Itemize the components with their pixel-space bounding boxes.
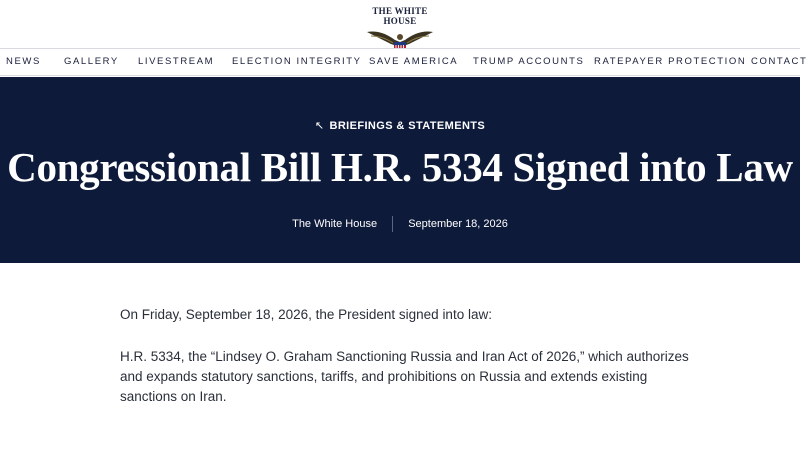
nav-item-election-integrity[interactable]: ELECTION INTEGRITY xyxy=(232,56,362,67)
article-body xyxy=(120,305,700,407)
category-label: BRIEFINGS & STATEMENTS xyxy=(329,120,486,132)
nav-item-news[interactable]: NEWS xyxy=(6,56,41,67)
article-date: September 18, 2026 xyxy=(408,218,508,230)
main-nav xyxy=(0,48,807,76)
logo-text: THE WHITE HOUSE xyxy=(372,6,428,26)
nav-item-contact[interactable]: CONTACT xyxy=(751,56,807,67)
article-paragraph: On Friday, September 18, 2026, the President signed into law: xyxy=(120,307,492,322)
article-author: The White House xyxy=(292,218,378,230)
article-paragraph: H.R. 5334, the “Lindsey O. Graham Sanctioning Russia and Iran Act of 2026,” which authorizes and expands statutory sanctions, tariffs, and prohibitions on Russia and extends existing sanctions on Iran. xyxy=(120,349,689,404)
nav-item-save-america[interactable]: SAVE AMERICA xyxy=(369,56,459,67)
article-hero xyxy=(0,77,800,263)
arrow-up-left-icon: ↖ xyxy=(314,120,325,132)
nav-item-trump-accounts[interactable]: TRUMP ACCOUNTS xyxy=(473,56,585,67)
nav-item-livestream[interactable]: LIVESTREAM xyxy=(138,56,215,67)
category-link[interactable] xyxy=(0,119,800,132)
nav-item-gallery[interactable]: GALLERY xyxy=(64,56,119,67)
article-meta xyxy=(0,216,800,234)
site-logo[interactable] xyxy=(360,6,440,44)
page-title: Congressional Bill H.R. 5334 Signed into Law xyxy=(7,144,793,190)
nav-item-ratepayer-protection[interactable]: RATEPAYER PROTECTION xyxy=(594,56,747,67)
meta-divider xyxy=(392,216,393,232)
site-header xyxy=(0,0,800,48)
